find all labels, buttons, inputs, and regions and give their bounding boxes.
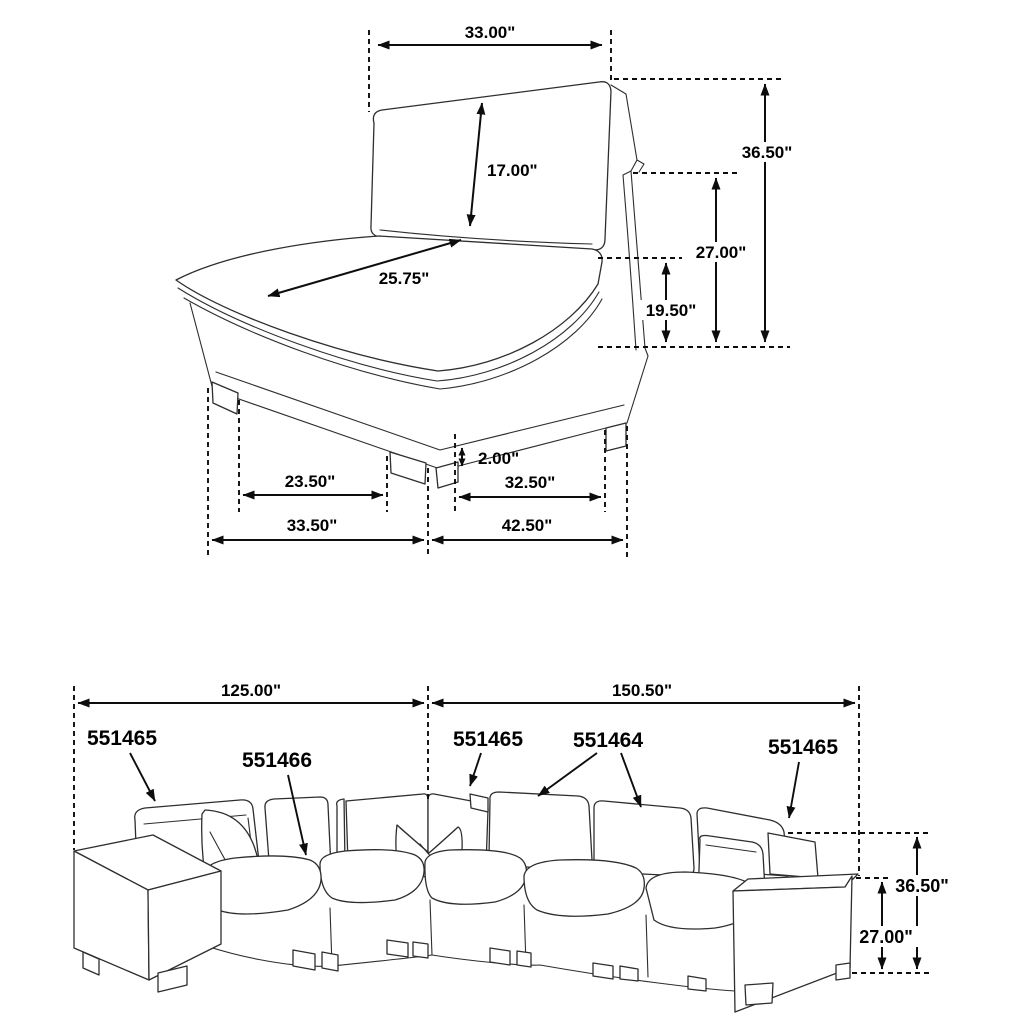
sofa-diagram	[74, 681, 955, 1012]
chair-seat-height-label: 19.50"	[645, 301, 697, 320]
chair-back-width-label: 33.00"	[464, 23, 516, 42]
sofa-overall-height-label: 36.50"	[895, 876, 949, 896]
sofa-part-right-arm-label: 551465	[767, 736, 839, 759]
sofa-left-length-label: 125.00"	[220, 681, 282, 700]
chair-foot	[212, 382, 238, 414]
sofa-seat-2	[320, 850, 424, 903]
chair-front-leg-spacing-label: 23.50"	[284, 472, 336, 491]
chair-foot	[606, 423, 626, 451]
chair-side-leg-spacing-label: 32.50"	[504, 473, 556, 492]
chair-overall-width-label: 33.50"	[286, 516, 338, 535]
chair-back-cushion-height-label: 17.00"	[487, 161, 538, 180]
sofa-part-middle-armless-label: 551464	[572, 729, 644, 752]
sofa-seat-1	[205, 856, 321, 914]
sofa-drawing	[74, 792, 858, 1012]
chair-foot	[390, 452, 426, 484]
sofa-right-arm	[733, 874, 858, 1012]
chair-seat-cushion	[176, 236, 602, 371]
sofa-part-left-arm-label: 551465	[86, 727, 158, 750]
chair-back-height-label: 27.00"	[695, 243, 747, 262]
sofa-part-armless-label: 551466	[241, 749, 313, 772]
sofa-part-corner-label: 551465	[452, 728, 524, 751]
sofa-base	[160, 928, 735, 991]
chair-diagram	[176, 23, 798, 557]
chair-overall-height-label: 36.50"	[741, 143, 793, 162]
sofa-arm-height-label: 27.00"	[859, 927, 913, 947]
sofa-right-length-label: 150.50"	[611, 681, 673, 700]
chair-overall-depth-label: 42.50"	[501, 516, 553, 535]
sofa-seat-3	[524, 860, 644, 917]
chair-seat-diagonal-label: 25.75"	[378, 269, 430, 288]
sofa-corner-seat	[425, 850, 527, 905]
chair-leg-height-label: 2.00"	[478, 449, 520, 468]
